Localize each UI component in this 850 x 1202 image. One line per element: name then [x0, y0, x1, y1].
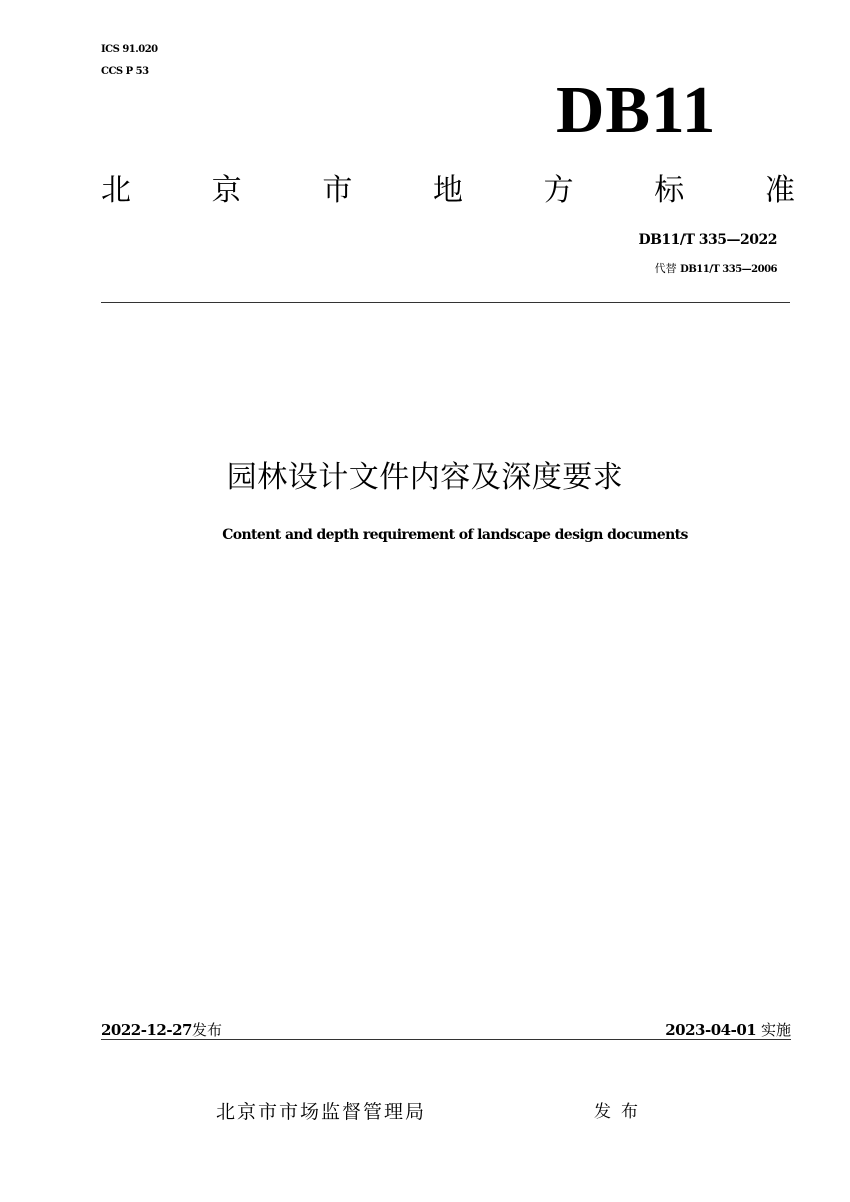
region-char: 地 — [432, 173, 463, 208]
issue-date-line — [101, 1019, 222, 1040]
ccs-code: CCS P 53 — [101, 66, 149, 77]
region-standard-title — [101, 166, 795, 208]
region-char: 京 — [211, 173, 242, 208]
db11-logo: DB11 — [556, 73, 717, 147]
document-title-zh: 园林设计文件内容及深度要求 — [226, 460, 624, 495]
region-char: 北 — [101, 173, 131, 208]
standard-number: DB11/T 335—2022 — [638, 232, 777, 248]
implement-date: 2023-04-01 — [665, 1021, 757, 1039]
implement-label: 实施 — [760, 1021, 791, 1039]
region-char: 标 — [654, 173, 685, 208]
region-char: 方 — [543, 173, 574, 208]
header-divider — [101, 302, 790, 303]
issue-word: 发布 — [594, 1102, 648, 1122]
implement-date-line — [665, 1019, 791, 1040]
issue-date: 2022-12-27 — [101, 1021, 192, 1039]
issuing-authority: 北京市市场监督管理局 — [216, 1101, 427, 1123]
issue-label: 发布 — [191, 1021, 222, 1039]
date-divider — [101, 1039, 791, 1040]
replaces-number: DB11/T 335—2006 — [680, 264, 777, 275]
document-title-en: Content and depth requirement of landscape design documents — [222, 527, 688, 543]
replaces-label: 代替 — [654, 262, 677, 275]
region-char: 准 — [764, 173, 795, 208]
ics-code: ICS 91.020 — [101, 44, 158, 55]
region-char: 市 — [322, 173, 353, 208]
replaces-line — [655, 260, 777, 276]
